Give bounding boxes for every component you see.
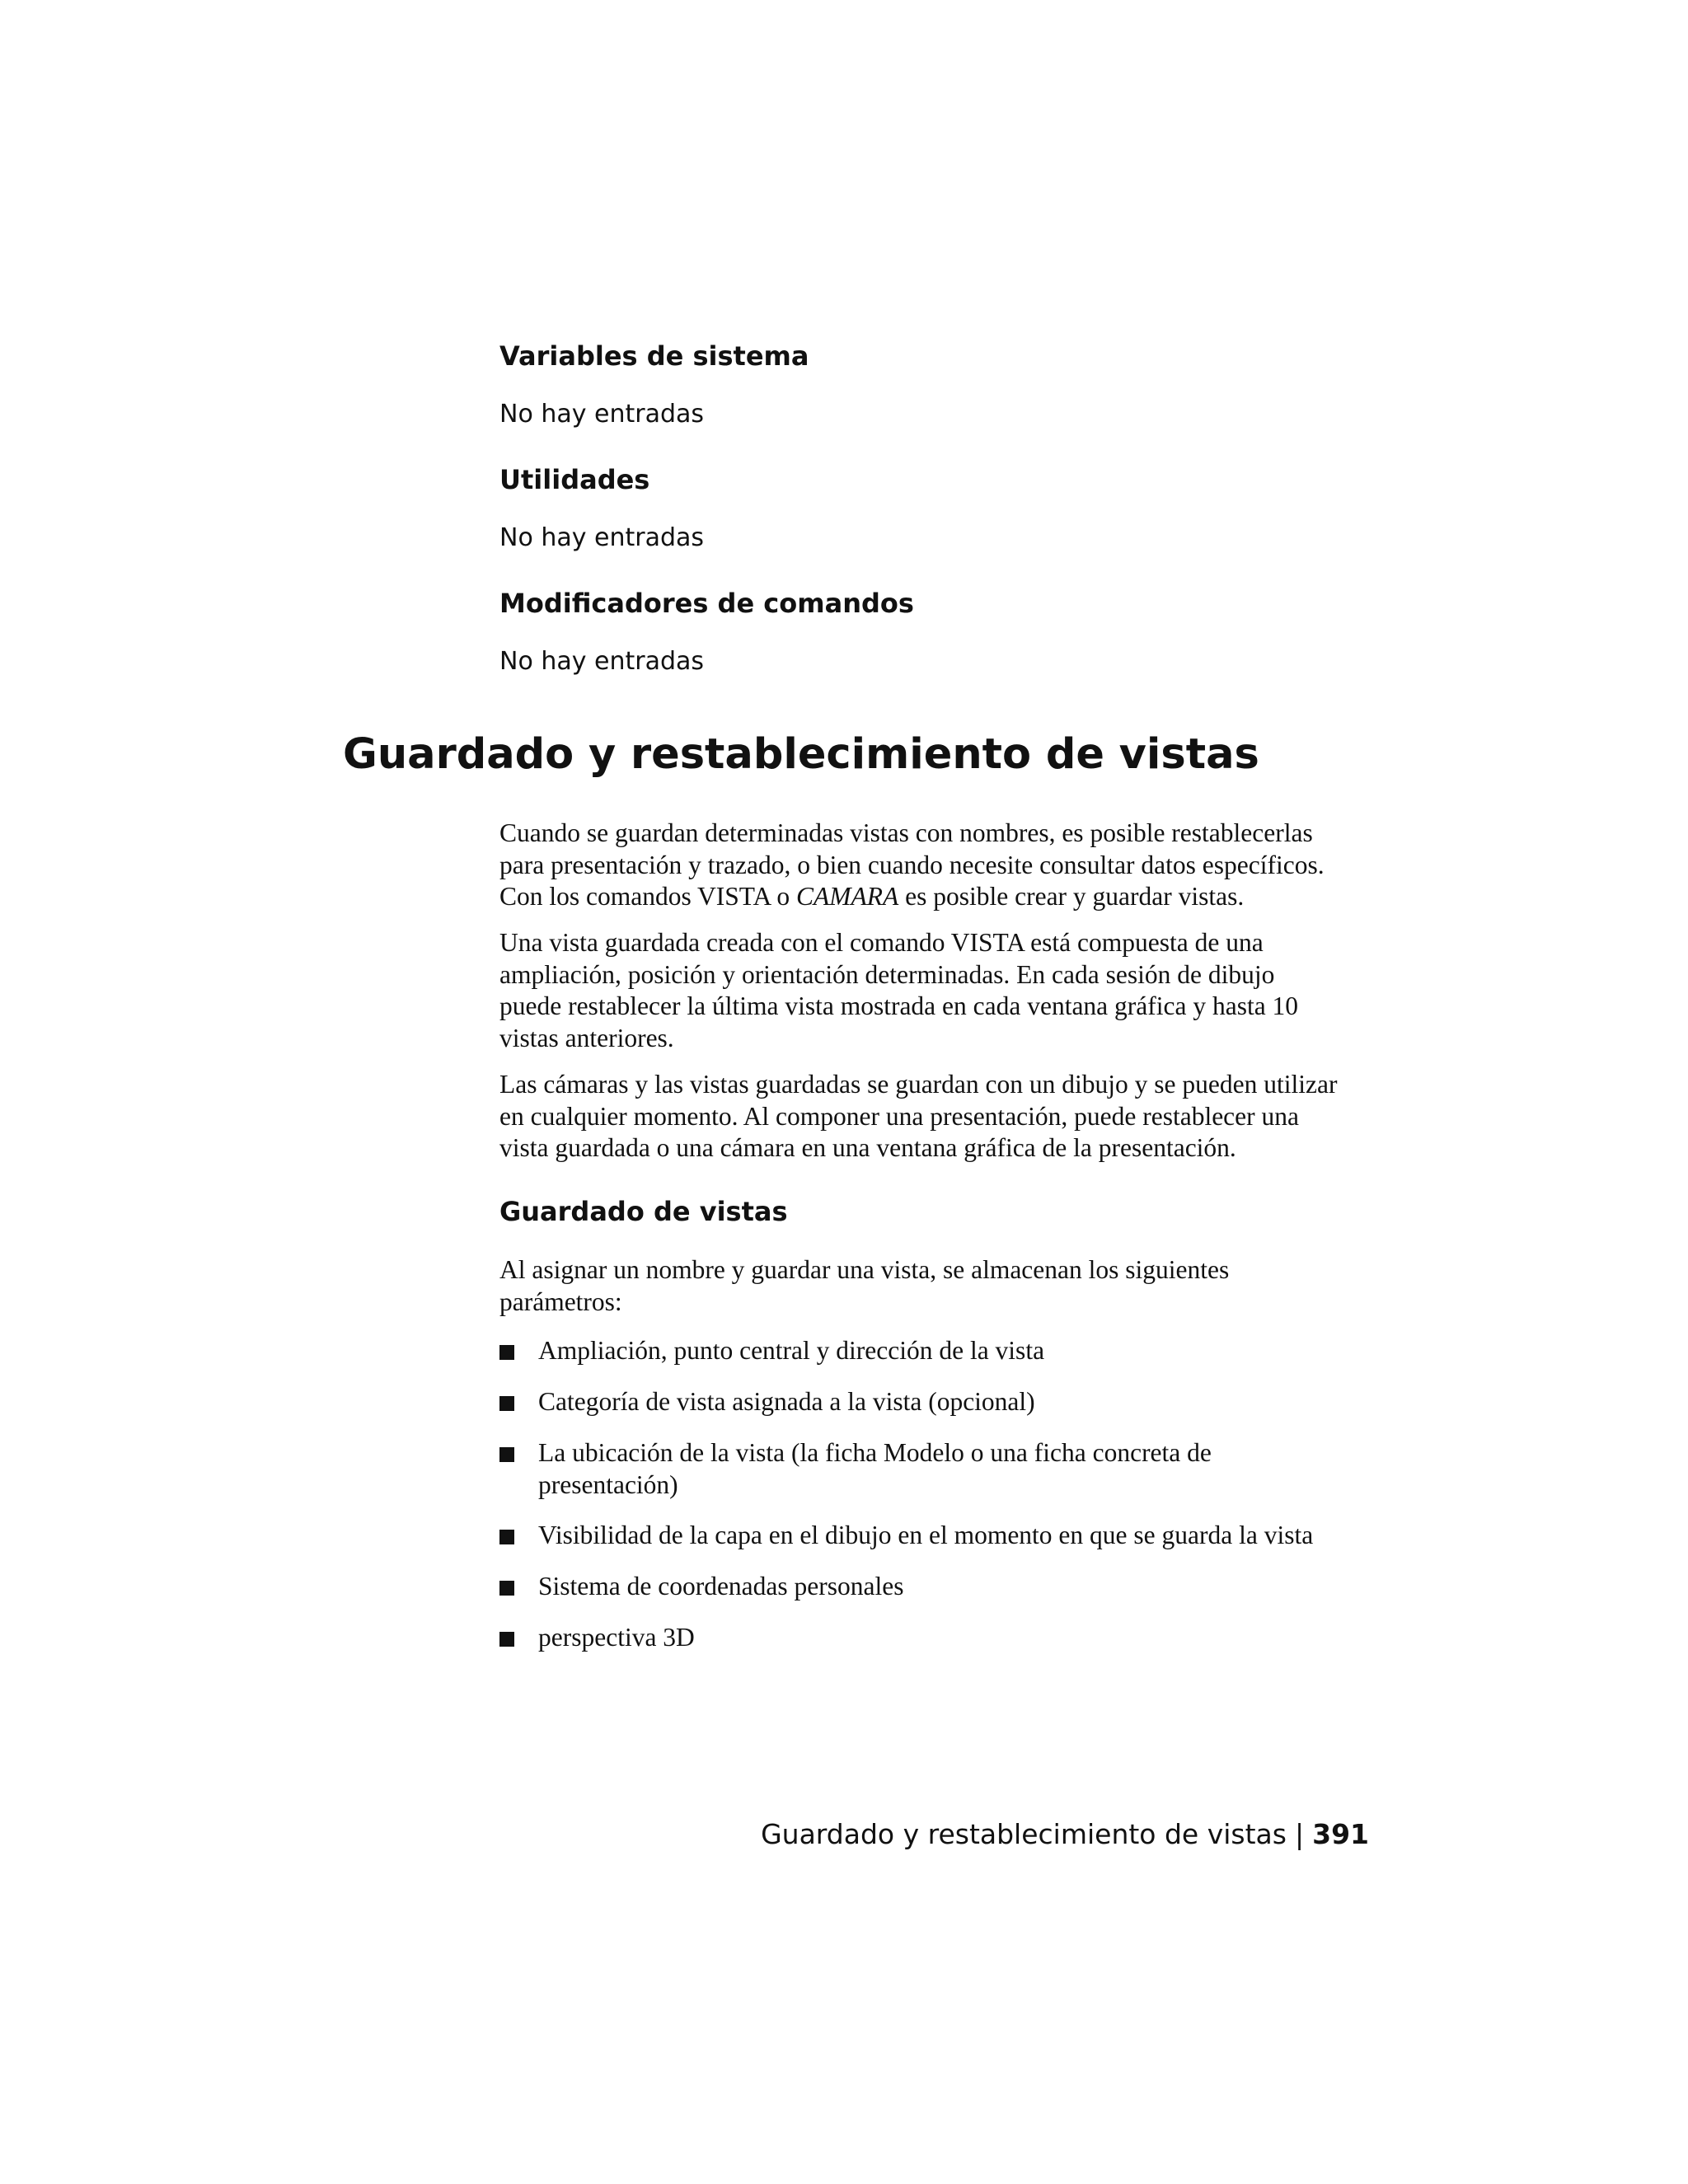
- paragraph-line: parámetros:: [499, 1286, 622, 1316]
- list-item-line: Visibilidad de la capa en el dibujo en el momento en que se guarda la vista: [538, 1521, 1314, 1549]
- list-item-text: [538, 1520, 1313, 1552]
- bullet-square-icon: [499, 1447, 514, 1462]
- paragraph-line: Las cámaras y las vistas guardadas se guardan con un dibujo y se pueden utilizar: [499, 1070, 1338, 1099]
- paragraph-line: ampliación, posición y orientación determinadas. En cada sesión de dibujo: [499, 959, 1275, 989]
- list-item-text: [538, 1335, 1044, 1367]
- list-item-line: Sistema de coordenadas personales: [538, 1572, 904, 1601]
- page-footer: [761, 1816, 1369, 1853]
- page-title: Guardado y restablecimiento de vistas: [343, 730, 1259, 779]
- list-item-line: Categoría de vista asignada a la vista (opcional): [538, 1387, 1035, 1416]
- page-number: 391: [1312, 1818, 1369, 1850]
- list-item-text: [538, 1622, 695, 1654]
- command-name-camara: CAMARA: [796, 882, 899, 911]
- section-heading-system-variables: Variables de sistema: [499, 340, 809, 372]
- section-heading-utilities: Utilidades: [499, 464, 650, 495]
- paragraph-text: es posible crear y guardar vistas.: [898, 882, 1245, 911]
- bullet-square-icon: [499, 1345, 514, 1360]
- bullet-square-icon: [499, 1396, 514, 1411]
- section-heading-command-modifiers: Modificadores de comandos: [499, 588, 914, 619]
- list-item-text: [538, 1437, 1212, 1501]
- list-item-line: presentación): [538, 1469, 678, 1499]
- paragraph-line: en cualquier momento. Al componer una presentación, puede restablecer una: [499, 1101, 1299, 1131]
- list-item-line: perspectiva 3D: [538, 1623, 695, 1652]
- section-entry-system-variables: No hay entradas: [499, 400, 705, 429]
- paragraph-text: Con los comandos VISTA o: [499, 882, 797, 911]
- intro-paragraph-1: [499, 818, 1373, 913]
- paragraph-line: Al asignar un nombre y guardar una vista, se almacenan los siguientes: [499, 1255, 1230, 1284]
- paragraph-line: vista guardada o una cámara en una ventana gráfica de la presentación.: [499, 1133, 1236, 1162]
- section-heading-saving-views: Guardado de vistas: [499, 1196, 788, 1227]
- intro-paragraph-3: [499, 1069, 1373, 1165]
- list-item-text: [538, 1386, 1035, 1418]
- paragraph-line: [499, 881, 1373, 913]
- paragraph-line: vistas anteriores.: [499, 1023, 674, 1052]
- bullet-square-icon: [499, 1581, 514, 1596]
- bullet-square-icon: [499, 1530, 514, 1544]
- section-entry-command-modifiers: No hay entradas: [499, 647, 705, 676]
- paragraph-line: para presentación y trazado, o bien cuando necesite consultar datos específicos.: [499, 850, 1325, 879]
- list-item-line: Ampliación, punto central y dirección de la vista: [538, 1336, 1045, 1365]
- intro-paragraph-2: [499, 927, 1373, 1054]
- list-item-text: [538, 1571, 903, 1603]
- footer-title: Guardado y restablecimiento de vistas: [761, 1818, 1287, 1850]
- section-entry-utilities: No hay entradas: [499, 523, 705, 552]
- bullet-square-icon: [499, 1632, 514, 1647]
- list-item-line: La ubicación de la vista (la ficha Modelo o una ficha concreta de: [538, 1438, 1212, 1467]
- paragraph-line: Una vista guardada creada con el comando VISTA está compuesta de una: [499, 928, 1264, 957]
- footer-separator: |: [1294, 1818, 1305, 1850]
- saving-intro-paragraph: [499, 1254, 1373, 1318]
- paragraph-line: puede restablecer la última vista mostrada en cada ventana gráfica y hasta 10: [499, 991, 1299, 1020]
- paragraph-line: Cuando se guardan determinadas vistas con nombres, es posible restablecerlas: [499, 818, 1313, 847]
